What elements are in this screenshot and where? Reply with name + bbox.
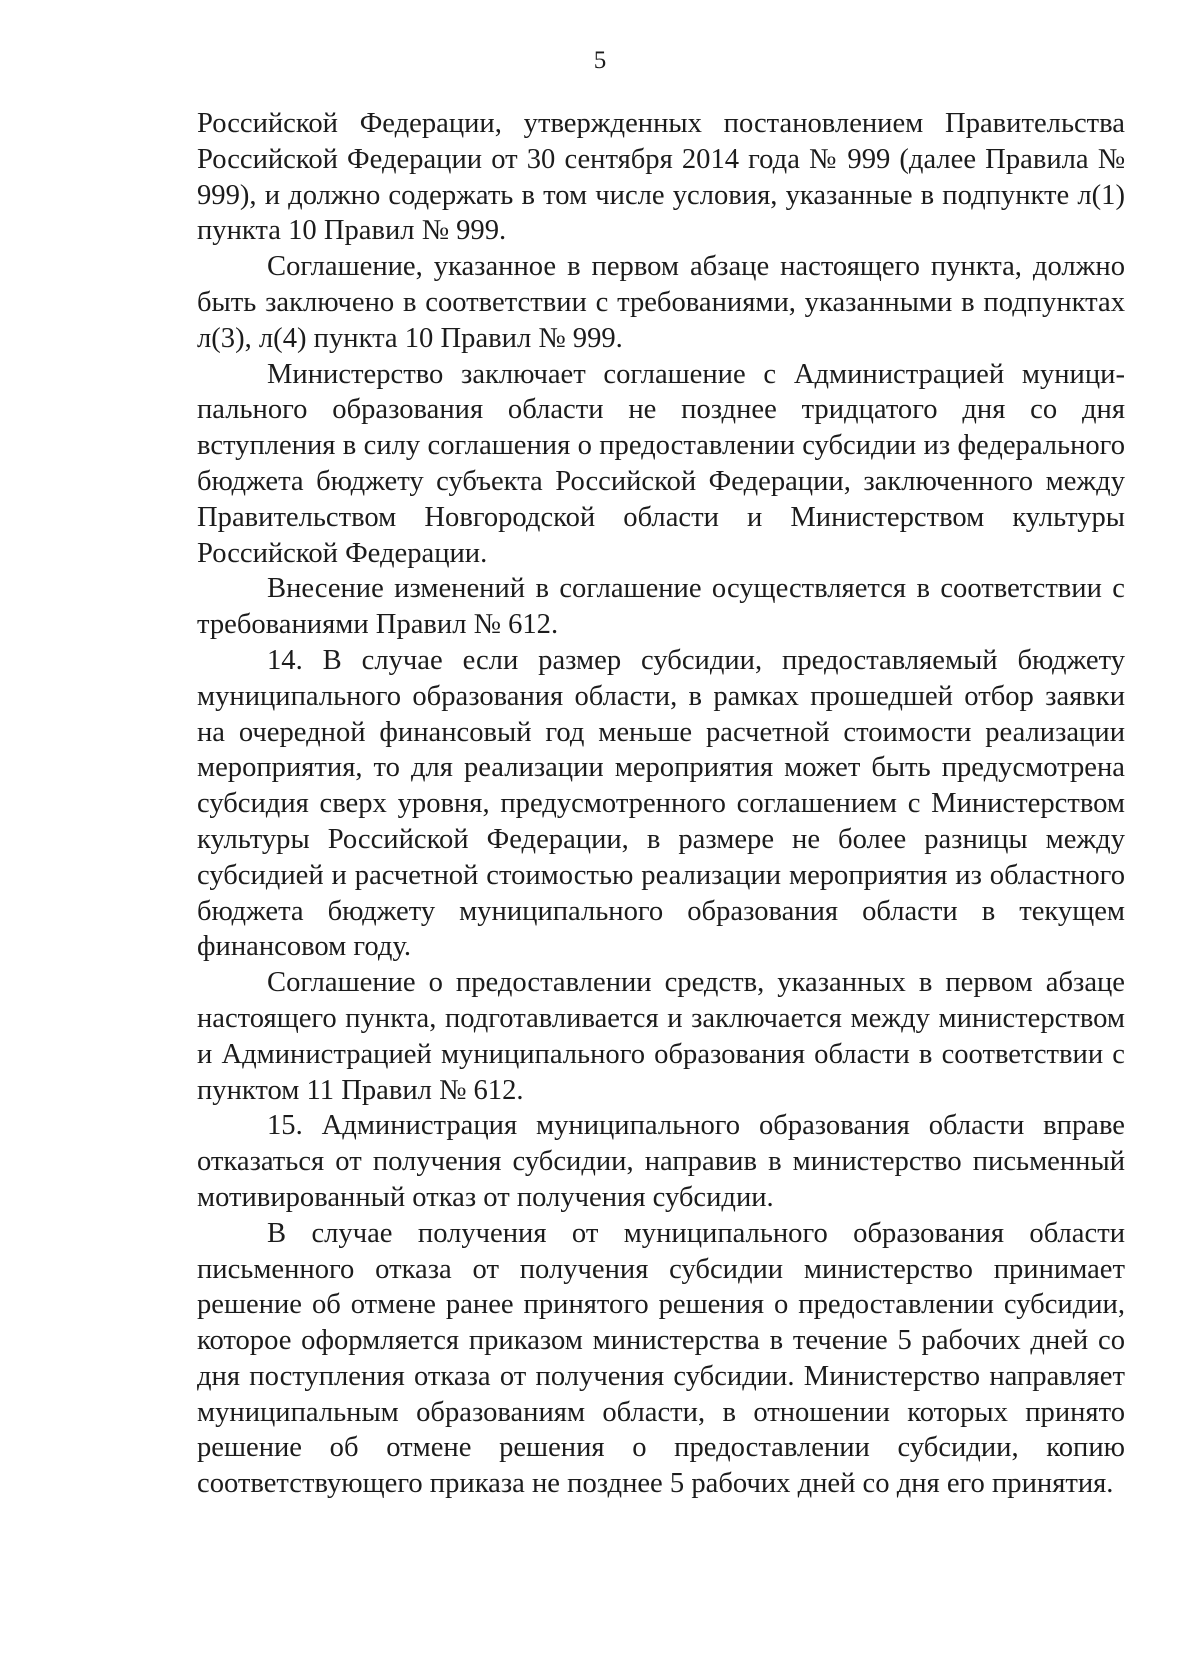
- page-number: 5: [593, 47, 607, 74]
- paragraph-item-14: 14. В случае если размер субсидии, предоставляемый бюджету муниципального образования области, в рамках прошедшей отбор заявки на очередной финансовый год меньше расчетной стоимости реализации мероприятия, то для реализации мероприятия может быть предусмотрена субсидия сверх уровня, предусмотренного соглашением с Министерством культуры Российской Федерации, в размере не более разницы между субсидией и расчетной стоимостью реализации мероприятия из областного бюджета бюджету муниципального образования области в текущем финансовом году.: [197, 644, 1125, 963]
- paragraph-continuation: Российской Федерации, утвержденных постановлением Правительства Российской Федерации от 30 сентября 2014 года № 999 (далее Правила № 999), и должно содержать в том числе условия, указанные в подпункте л(1) пункта 10 Правил № 999.: [197, 108, 1125, 247]
- paragraph-ministry-agreement: Министерство заключает соглашение с Администрацией муниципального образования области не позднее тридцатого дня со дня вступления в силу соглашения о предоставлении субсидии из федерального бюджета бюджету субъекта Российской Федерации, заключенного между Правительством Новгородской области и Министерством культуры Российской Федерации.: [197, 358, 1125, 569]
- paragraph-refusal-procedure: В случае получения от муниципального образования области письменного отказа от получения субсидии министерство принимает решение об отмене ранее принятого решения о предоставлении субсидии, которое оформляется приказом министерства в течение 5 рабочих дней со дня поступления отказа от получения субсидии. Министерство направляет муниципальным образованиям области, в отношении которых принято решение об отмене решения о предоставлении субсидии, копию соответствующего приказа не позднее 5 рабочих дней со дня его принятия.: [197, 1217, 1125, 1500]
- paragraph-agreement-changes: Внесение изменений в соглашение осуществляется в соответствии с требованиями Правил № 612.: [197, 573, 1125, 641]
- paragraph-funds-agreement: Соглашение о предоставлении средств, указанных в первом абзаце настоящего пункта, подготавливается и заключается между министерством и Администрацией муниципального образования области в соответствии с пунктом 11 Правил № 612.: [197, 967, 1125, 1106]
- paragraph-item-15: 15. Администрация муниципального образования области вправе отказаться от получения субсидии, направив в министерство письменный мотивированный отказ от получения субсидии.: [197, 1110, 1125, 1213]
- document-body: [197, 106, 1125, 1502]
- paragraph-agreement-requirements: Соглашение, указанное в первом абзаце настоящего пункта, должно быть заключено в соответствии с требованиями, указанными в подпунктах л(3), л(4) пункта 10 Правил № 999.: [197, 251, 1125, 354]
